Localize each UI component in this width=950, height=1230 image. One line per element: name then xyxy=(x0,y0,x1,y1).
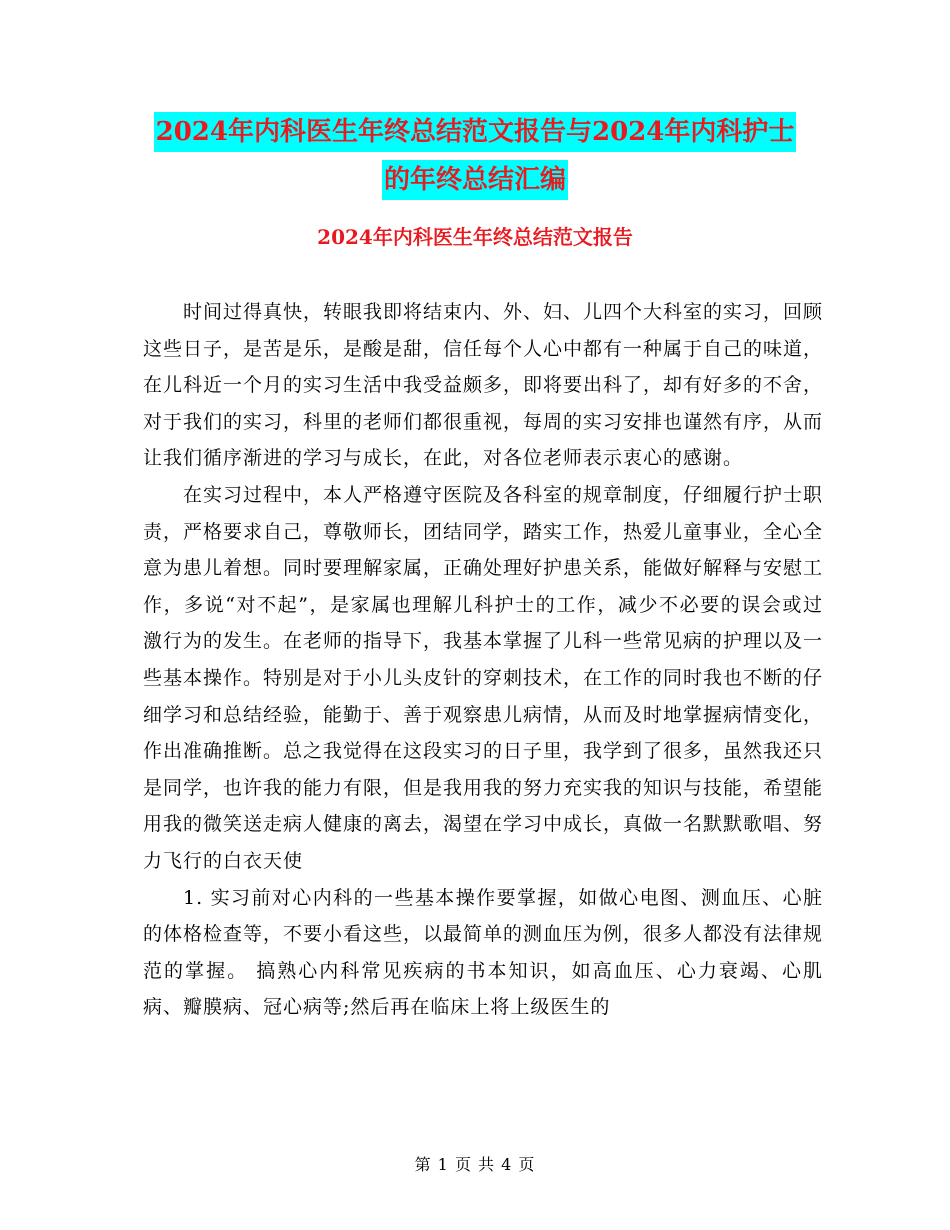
paragraph-1: 时间过得真快，转眼我即将结束内、外、妇、儿四个大科室的实习，回顾这些日子，是苦是乐，是酸是甜，信任每个人心中都有一种属于自己的味道，在儿科近一个月的实习生活中我受益颇多，即将要出科了，却有好多的不舍，对于我们的实习，科里的老师们都很重视，每周的实习安排也谨然有序，从而让我们循序渐进的学习与成长，在此，对各位老师表示衷心的感谢。 xyxy=(143,301,824,470)
title-line-1: 2024年内科医生年终总结范文报告与2024年内科护士 xyxy=(154,112,797,152)
paragraph-3: 1. 实习前对心内科的一些基本操作要掌握，如做心电图、测血压、心脏的体格检查等，不要小看这些，以最简单的测血压为例，很多人都没有法律规范的掌握。 搞熟心内科常见疾病的书本知识，如高血压、心力衰竭、心肌病、瓣膜病、冠心病等;然后再在临床上将上级医生的 xyxy=(143,886,824,1019)
page-footer: 第 1 页 共 4 页 xyxy=(414,1155,536,1174)
section-heading: 2024年内科医生年终总结范文报告 xyxy=(317,225,633,249)
document-body xyxy=(143,294,823,1026)
document-title xyxy=(0,112,950,208)
title-line-2: 的年终总结汇编 xyxy=(382,160,568,200)
paragraph-2: 在实习过程中，本人严格遵守医院及各科室的规章制度，仔细履行护士职责，严格要求自己，尊敬师长，团结同学，踏实工作，热爱儿童事业，全心全意为患儿着想。同时要理解家属，正确处理好护患关系，能做好解释与安慰工作，多说“对不起”，是家属也理解儿科护士的工作，减少不必要的误会或过激行为的发生。在老师的指导下，我基本掌握了儿科一些常见病的护理以及一些基本操作。特别是对于小儿头皮针的穿刺技术，在工作的同时我也不断的仔细学习和总结经验，能勤于、善于观察患儿病情，从而及时地掌握病情变化，作出准确推断。总之我觉得在这段实习的日子里，我学到了很多，虽然我还只是同学，也许我的能力有限，但是我用我的努力充实我的知识与技能，希望能用我的微笑送走病人健康的离去，渴望在学习中成长，真做一名默默歌唱、努力飞行的白衣天使 xyxy=(143,483,824,872)
